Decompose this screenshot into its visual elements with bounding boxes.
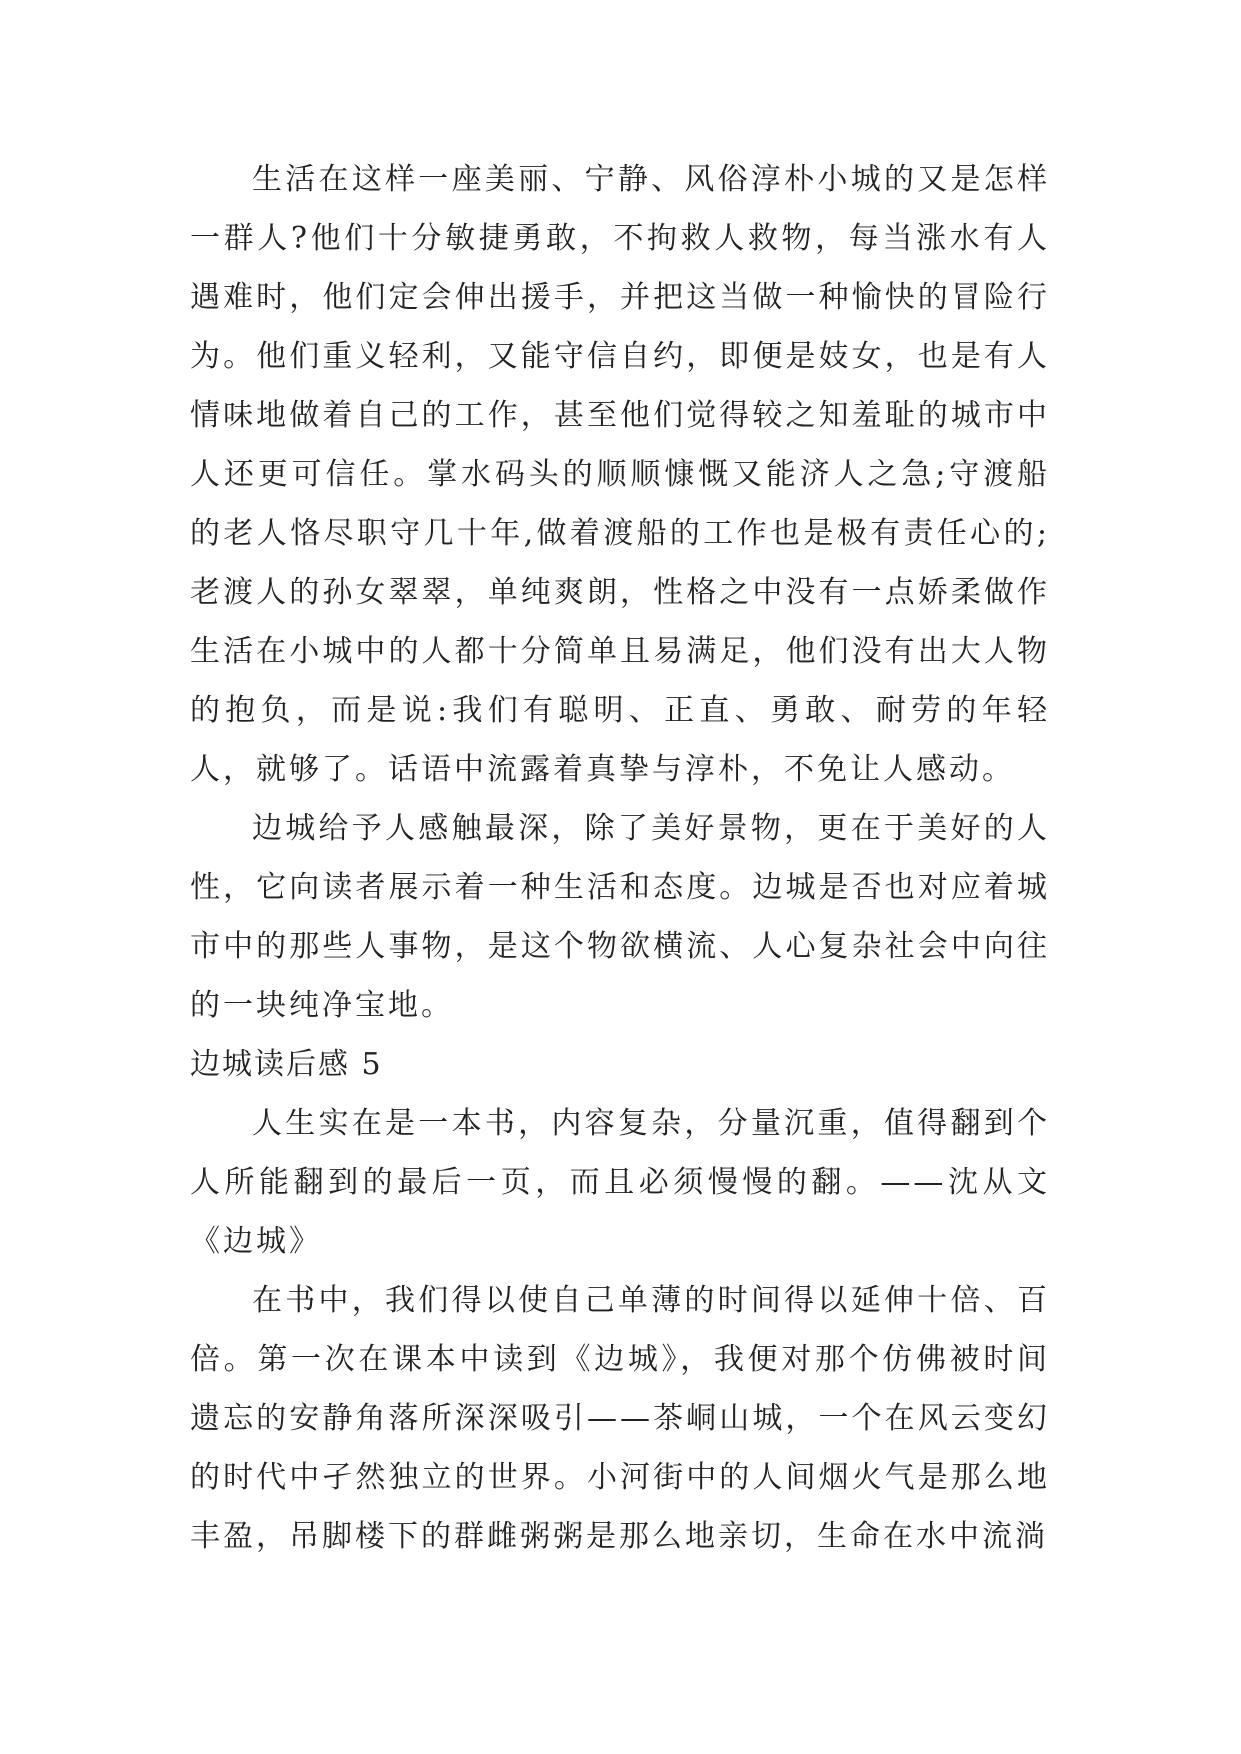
paragraph-quote: 人生实在是一本书，内容复杂，分量沉重，值得翻到个人所能翻到的最后一页，而且必须慢慢的翻。——沈从文《边城》 [190,1106,1050,1259]
paragraph-reading-experience: 在书中，我们得以使自己单薄的时间得以延伸十倍、百倍。第一次在课本中读到《边城》，我便对那个仿佛被时间遗忘的安静角落所深深吸引——茶峒山城，一个在风云变幻的时代中孑然独立的世界。小河街中的人间烟火气是那么地丰盈，吊脚楼下的群雌粥粥是那么地亲切，生命在水中流淌 [190,1283,1050,1554]
section-heading: 边城读后感 5 [190,1047,383,1082]
paragraph-townspeople: 生活在这样一座美丽、宁静、风俗淳朴小城的又是怎样一群人?他们十分敏捷勇敢，不拘救人救物，每当涨水有人遇难时，他们定会伸出援手，并把这当做一种愉快的冒险行为。他们重义轻利，又能守信自约，即便是妓女，也是有人情味地做着自己的工作，甚至他们觉得较之知羞耻的城市中人还更可信任。掌水码头的顺顺慷慨又能济人之急;守渡船的老人恪尽职守几十年,做着渡船的工作也是极有责任心的;老渡人的孙女翠翠，单纯爽朗，性格之中没有一点娇柔做作生活在小城中的人都十分简单且易满足，他们没有出大人物的抱负，而是说:我们有聪明、正直、勇敢、耐劳的年轻人，就够了。话语中流露着真挚与淳朴，不免让人感动。 [190,162,1050,787]
paragraph-border-town-impression: 边城给予人感触最深，除了美好景物，更在于美好的人性，它向读者展示着一种生活和态度。边城是否也对应着城市中的那些人事物，是这个物欲横流、人心复杂社会中向往的一块纯净宝地。 [190,811,1050,1023]
document-body [190,150,1050,1566]
